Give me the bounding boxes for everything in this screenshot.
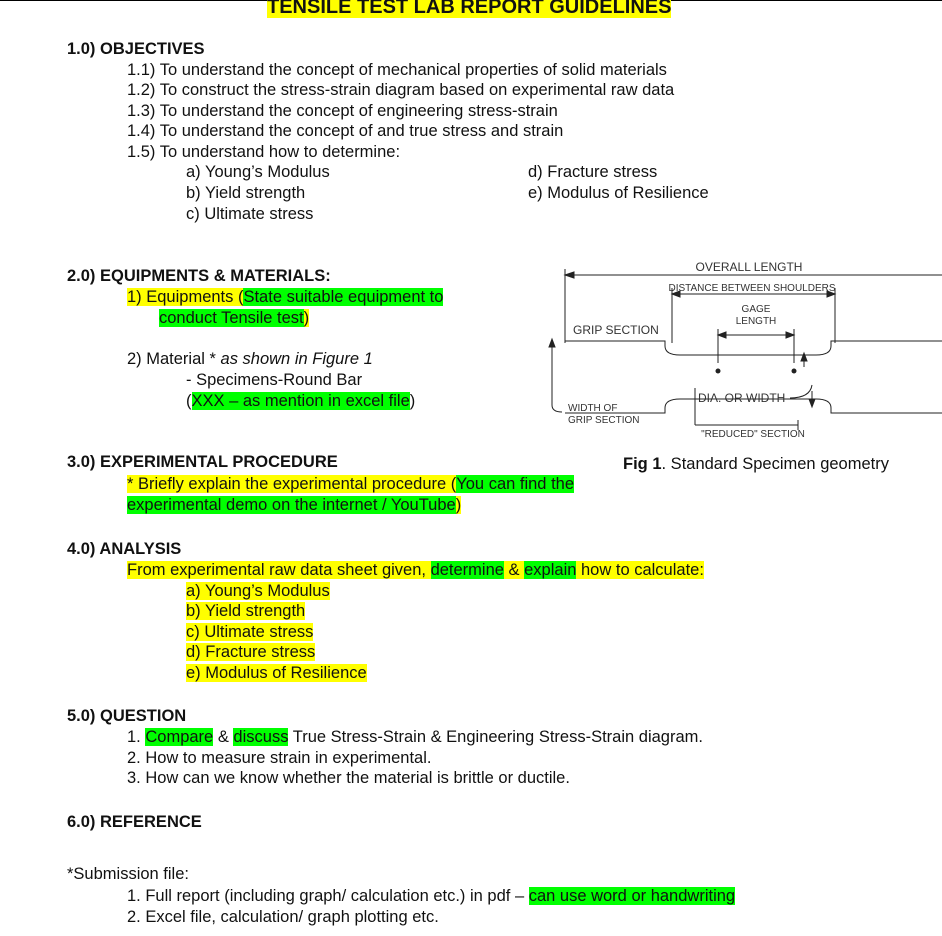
gage-label-1: GAGE	[741, 304, 771, 315]
submission-item: 2. Excel file, calculation/ graph plotting etc.	[127, 908, 439, 926]
figure-caption-text: . Standard Specimen geometry	[661, 455, 889, 473]
equipment-label: 1) Equipments (	[127, 288, 244, 306]
reference-heading: 6.0) REFERENCE	[67, 813, 202, 831]
analysis-intro	[127, 560, 704, 580]
figure-caption-label: Fig 1	[623, 455, 662, 473]
submission-note: can use word or handwriting	[528, 887, 736, 905]
procedure-line-2	[127, 495, 461, 515]
submission-item	[127, 886, 735, 906]
analysis-item-text: a) Young’s Modulus	[186, 582, 330, 600]
question-text: True Stress-Strain & Engineering Stress-Strain diagram.	[288, 728, 703, 746]
question-item: 3. How can we know whether the material is brittle or ductile.	[127, 769, 570, 787]
question-num: 1.	[127, 728, 146, 746]
equipment-line	[127, 287, 443, 307]
analysis-text-2: how to calculate:	[576, 561, 704, 579]
question-compare: Compare	[145, 728, 214, 746]
equipment-note: State suitable equipment to	[243, 288, 444, 306]
analysis-item	[186, 622, 313, 642]
analysis-amp: &	[503, 561, 525, 579]
property-item: b) Yield strength	[186, 184, 306, 202]
width-of-label-2: GRIP SECTION	[568, 415, 640, 426]
procedure-hint-2: experimental demo on the internet / YouTube	[127, 496, 456, 514]
objective-item: 1.4) To understand the concept of and true stress and strain	[127, 122, 564, 140]
question-heading: 5.0) QUESTION	[67, 707, 187, 725]
material-ref: as shown in Figure 1	[220, 350, 373, 368]
objective-item: 1.5) To understand how to determine:	[127, 143, 401, 161]
analysis-item	[186, 601, 305, 621]
property-item: a) Young’s Modulus	[186, 163, 330, 181]
overall-length-label: OVERALL LENGTH	[695, 260, 803, 274]
figure-caption	[623, 454, 889, 474]
objectives-heading: 1.0) OBJECTIVES	[67, 40, 205, 58]
equipments-heading: 2.0) EQUIPMENTS & MATERIALS:	[67, 267, 331, 285]
dia-label: DIA. OR WIDTH	[698, 391, 786, 405]
property-item: d) Fracture stress	[528, 163, 658, 181]
objective-item: 1.1) To understand the concept of mechanical properties of solid materials	[127, 61, 667, 79]
paren-close: )	[409, 392, 416, 410]
xxx-note: XXX – as mention in excel file	[191, 392, 410, 410]
gage-label-2: LENGTH	[735, 316, 777, 327]
page-title: TENSILE TEST LAB REPORT GUIDELINES	[267, 0, 671, 18]
analysis-explain: explain	[524, 561, 577, 579]
analysis-item-text: b) Yield strength	[186, 602, 306, 620]
analysis-determine: determine	[430, 561, 504, 579]
objective-item: 1.3) To understand the concept of engineering stress-strain	[127, 102, 558, 120]
material-line	[127, 349, 373, 369]
procedure-hint: You can find the	[456, 475, 575, 493]
property-item: c) Ultimate stress	[186, 205, 314, 223]
procedure-line-1	[127, 474, 574, 494]
question-item	[127, 727, 703, 747]
analysis-item	[186, 581, 330, 601]
paren-open: (	[186, 392, 192, 410]
analysis-item-text: d) Fracture stress	[186, 643, 316, 661]
question-discuss: discuss	[233, 728, 289, 746]
analysis-item-text: e) Modulus of Resilience	[186, 664, 367, 682]
procedure-heading: 3.0) EXPERIMENTAL PROCEDURE	[67, 453, 338, 471]
analysis-item	[186, 663, 367, 683]
analysis-item-text: c) Ultimate stress	[186, 623, 314, 641]
equipment-close: )	[303, 309, 310, 327]
xxx-line	[186, 391, 415, 411]
submission-text: 1. Full report (including graph/ calculation etc.) in pdf –	[127, 887, 529, 905]
procedure-close: )	[455, 496, 462, 514]
specimen-line: - Specimens-Round Bar	[186, 371, 363, 389]
property-item: e) Modulus of Resilience	[528, 184, 709, 202]
equipment-line-2	[159, 308, 309, 328]
grip-section-label: GRIP SECTION	[573, 323, 659, 337]
analysis-heading: 4.0) ANALYSIS	[67, 540, 182, 558]
objective-item: 1.2) To construct the stress-strain diagram based on experimental raw data	[127, 81, 675, 99]
question-item: 2. How to measure strain in experimental.	[127, 749, 432, 767]
analysis-text-1: From experimental raw data sheet given,	[127, 561, 431, 579]
question-amp: &	[213, 728, 234, 746]
width-of-label-1: WIDTH OF	[568, 403, 618, 414]
procedure-text: * Briefly explain the experimental procedure (	[127, 475, 457, 493]
shoulders-label: DISTANCE BETWEEN SHOULDERS	[668, 283, 836, 294]
reduced-section-label: "REDUCED" SECTION	[701, 429, 805, 440]
equipment-note-2: conduct Tensile test	[159, 309, 304, 327]
specimen-figure	[540, 255, 942, 445]
analysis-item	[186, 642, 315, 662]
submission-label: *Submission file:	[67, 865, 189, 883]
material-label: 2) Material *	[127, 350, 221, 368]
